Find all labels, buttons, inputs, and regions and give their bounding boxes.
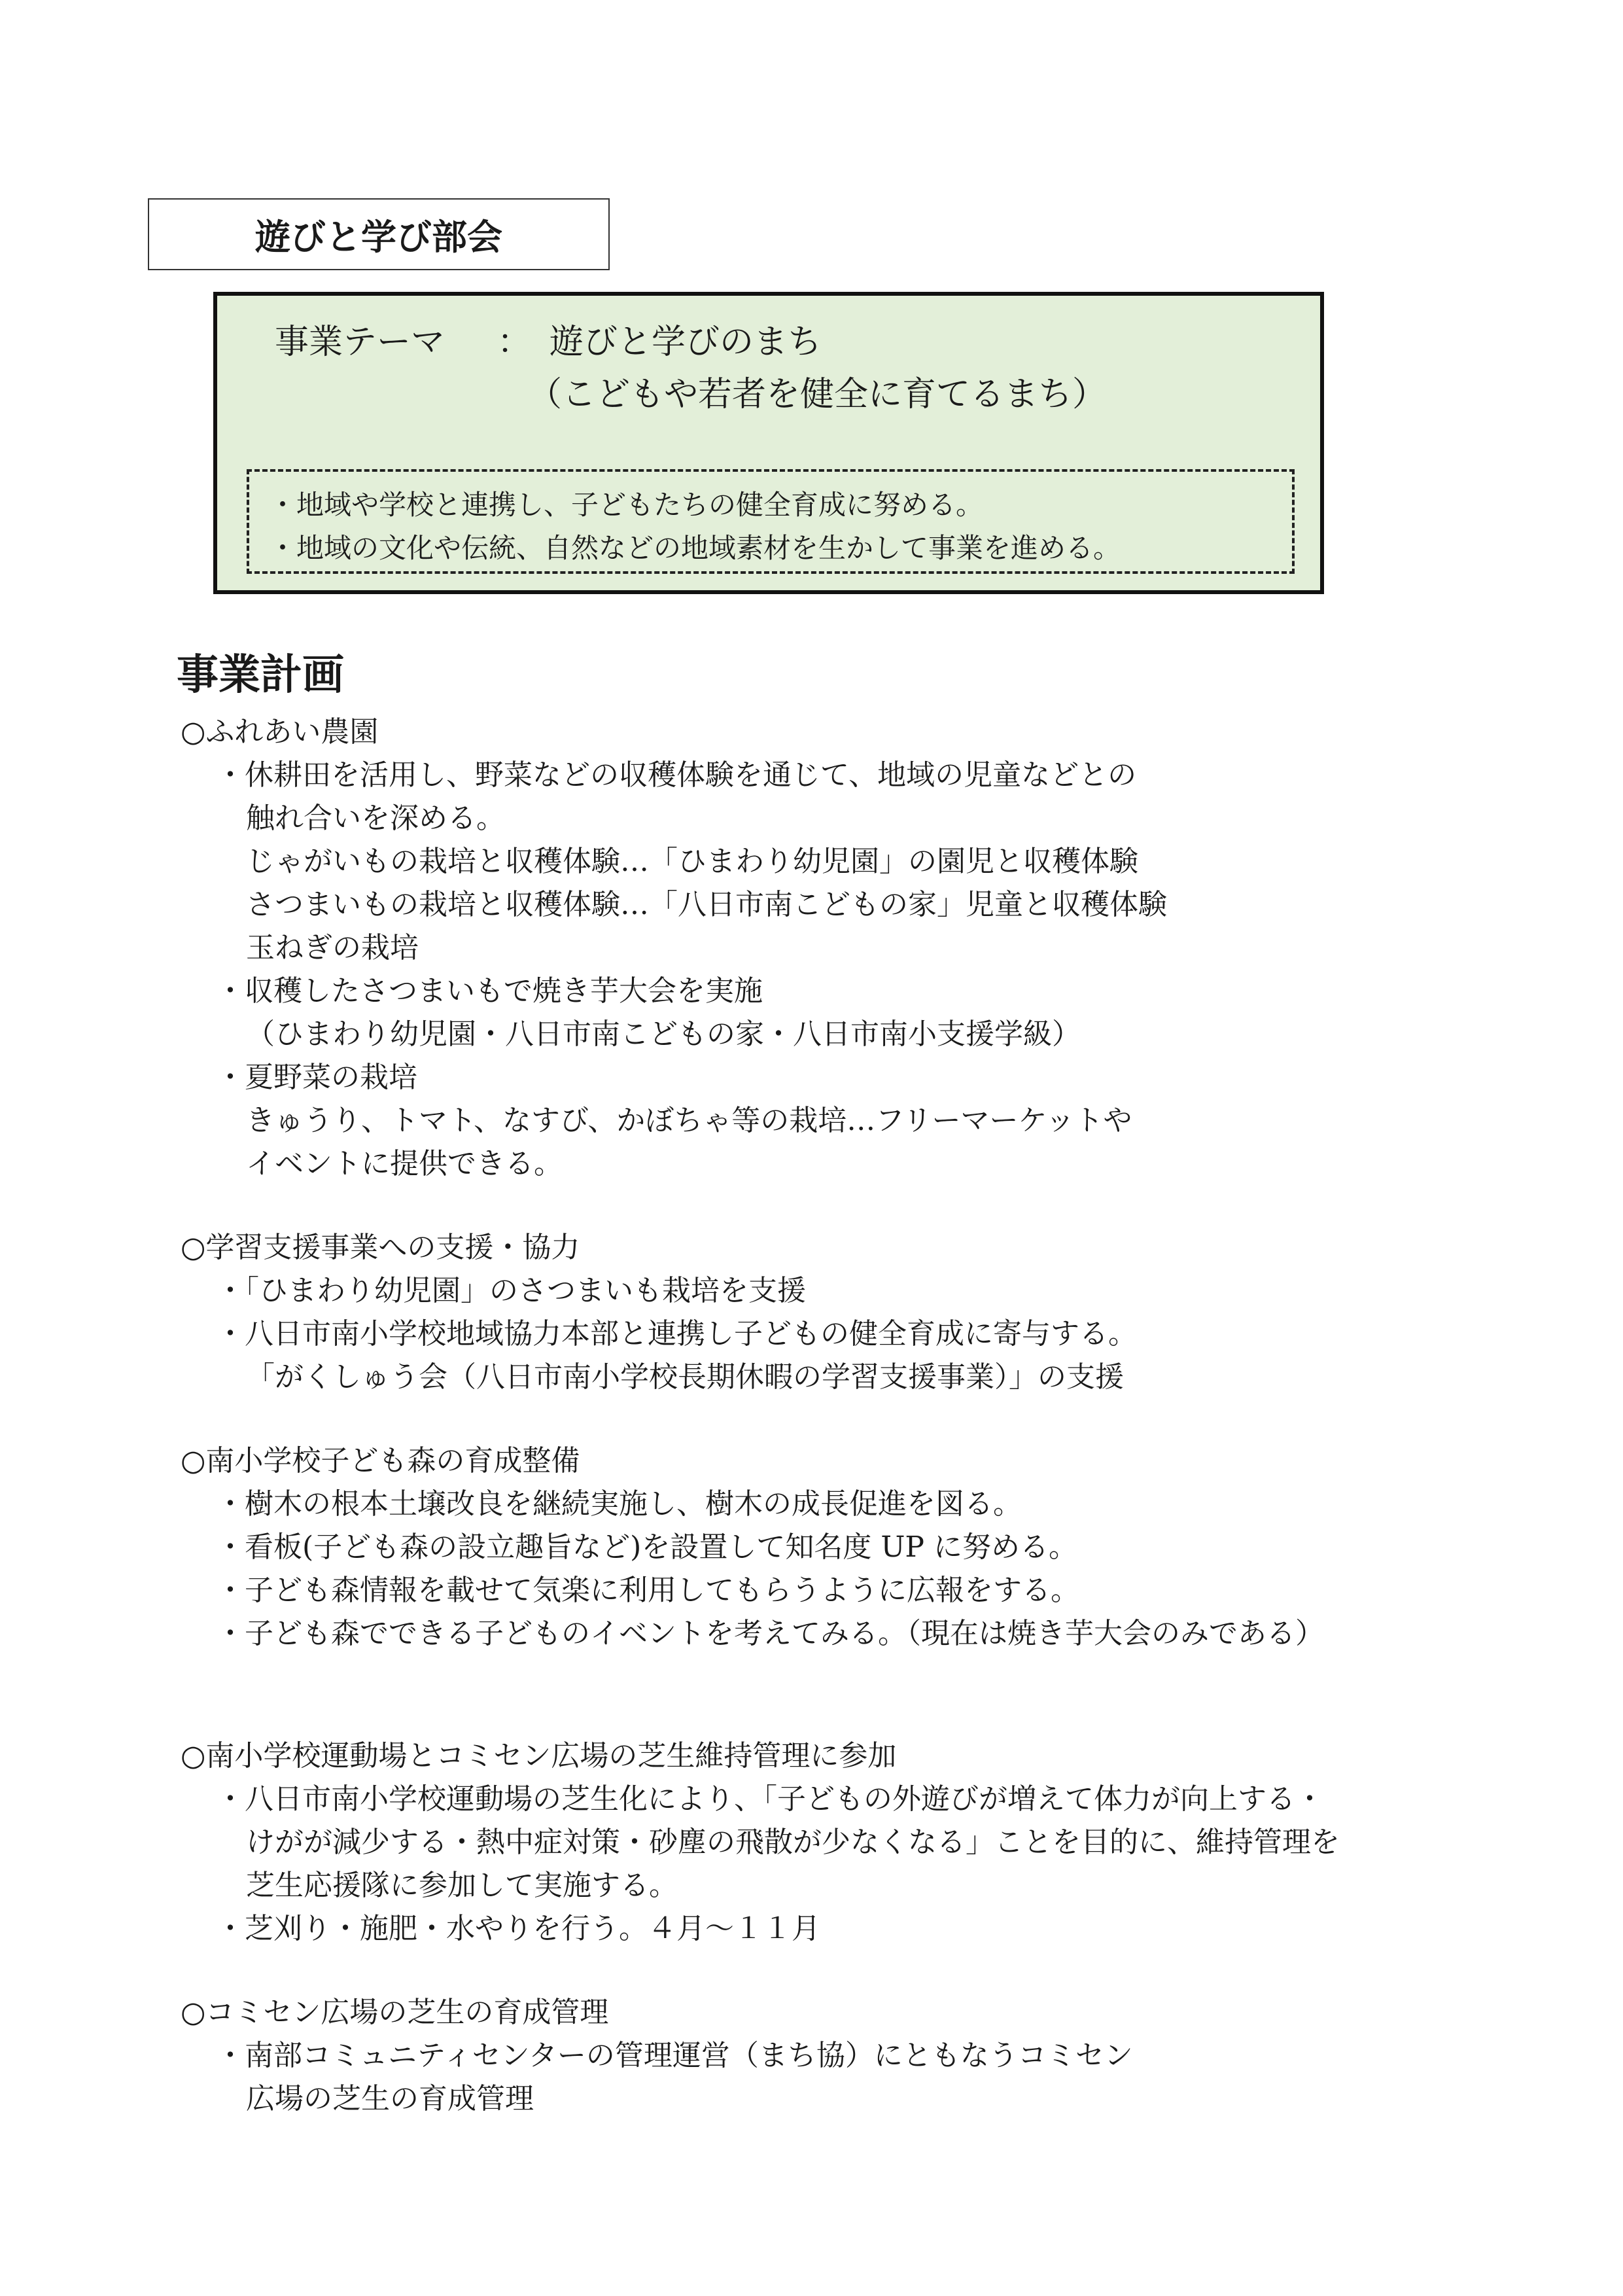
item-line: 触れ合いを深める。 [246, 802, 505, 835]
item-line: ・夏野菜の栽培 [216, 1061, 417, 1094]
item-line: ・芝刈り・施肥・水やりを行う。４月～１１月 [216, 1912, 820, 1945]
item-line: ・子ども森情報を載せて気楽に利用してもらうように広報をする。 [216, 1574, 1079, 1607]
item-heading: ○コミセン広場の芝生の育成管理 [181, 1996, 609, 2029]
theme-subtitle: （こどもや若者を健全に育てるまち） [528, 375, 1107, 414]
theme-goals-box [247, 469, 1295, 574]
theme-box [213, 292, 1324, 594]
item-line: ・子ども森でできる子どものイベントを考えてみる。（現在は焼き芋大会のみである） [216, 1617, 1324, 1650]
item-line: 芝生応援隊に参加して実施する。 [246, 1869, 678, 1902]
item-heading: ○南小学校運動場とコミセン広場の芝生維持管理に参加 [181, 1739, 897, 1773]
item-line: 広場の芝生の育成管理 [246, 2082, 534, 2115]
section-title: 遊びと学び部会 [148, 198, 610, 270]
item-line: ・収穫したさつまいもで焼き芋大会を実施 [216, 974, 763, 1008]
item-line: 「がくしゅう会（八日市南小学校長期休暇の学習支援事業）」の支援 [246, 1360, 1124, 1394]
item-line: ・八日市南小学校運動場の芝生化により、「子どもの外遊びが増えて体力が向上する・ [216, 1782, 1324, 1816]
item-line: きゅうり、トマト、なすび、かぼちゃ等の栽培…フリーマーケットや [246, 1104, 1132, 1137]
theme-name: 遊びと学びのまち [550, 323, 822, 362]
item-heading: ○学習支援事業への支援・協力 [181, 1231, 580, 1264]
item-heading: ○南小学校子ども森の育成整備 [181, 1444, 580, 1477]
item-line: イベントに提供できる。 [246, 1147, 563, 1180]
theme-label: 事業テーマ [275, 323, 445, 362]
item-heading: ○ふれあい農園 [181, 715, 379, 749]
item-line: けがが減少する・熱中症対策・砂塵の飛散が少なくなる」ことを目的に、維持管理を [246, 1826, 1340, 1859]
theme-goal: ・地域の文化や伝統、自然などの地域素材を生かして事業を進める。 [269, 532, 1121, 564]
item-line: じゃがいもの栽培と収穫体験…「ひまわり幼児園」の園児と収穫体験 [246, 845, 1138, 878]
item-line: ・南部コミュニティセンターの管理運営（まち協）にともなうコミセン [216, 2039, 1133, 2072]
item-line: ・休耕田を活用し、野菜などの収穫体験を通じて、地域の児童などとの [216, 758, 1137, 792]
theme-separator: ： [497, 323, 532, 362]
item-line: さつまいもの栽培と収穫体験…「八日市南こどもの家」児童と収穫体験 [246, 888, 1167, 921]
item-line: ・看板(子ども森の設立趣旨など)を設置して知名度 UP に努める。 [216, 1530, 1077, 1564]
item-line: ・八日市南小学校地域協力本部と連携し子どもの健全育成に寄与する。 [216, 1317, 1137, 1351]
theme-goal: ・地域や学校と連携し、子どもたちの健全育成に努める。 [269, 489, 984, 521]
item-line: （ひまわり幼児園・八日市南こどもの家・八日市南小支援学級） [246, 1017, 1081, 1051]
plan-heading: 事業計画 [177, 651, 344, 699]
item-line: ・「ひまわり幼児園」のさつまいも栽培を支援 [216, 1274, 806, 1307]
item-line: 玉ねぎの栽培 [246, 931, 419, 964]
item-line: ・樹木の根本土壌改良を継続実施し、樹木の成長促進を図る。 [216, 1487, 1022, 1521]
